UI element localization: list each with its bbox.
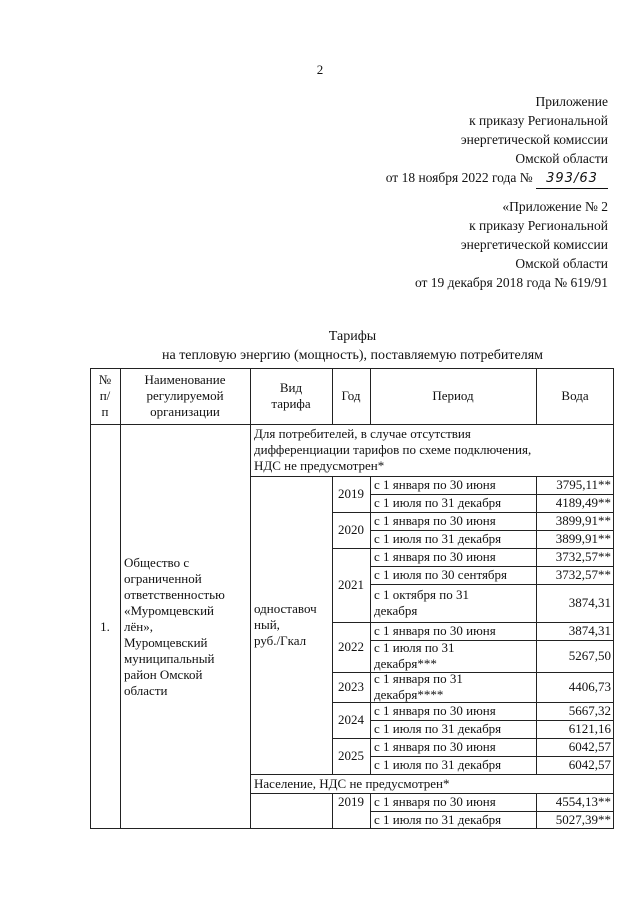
appendix-line: Приложение — [535, 94, 608, 109]
table-border — [370, 476, 371, 774]
organization-name — [120, 424, 250, 829]
period-cell: с 1 января по 31 декабря**** — [374, 672, 463, 702]
table-border — [250, 774, 614, 775]
period-cell: с 1 июля по 31 декабря — [374, 721, 502, 736]
value-cell: 4406,73 — [568, 679, 611, 694]
appendix-line: от 19 декабря 2018 года № 619/91 — [414, 275, 608, 290]
value-cell: 4554,13** — [555, 794, 611, 809]
table-border — [370, 793, 371, 829]
org-line: лён», — [124, 618, 153, 634]
period-cell: с 1 января по 30 июня — [374, 703, 496, 718]
section-text: дифференциации тарифов по схеме подключения, — [254, 442, 532, 457]
title-line: Тарифы — [328, 329, 377, 344]
table-border — [370, 756, 614, 757]
table-border — [332, 793, 333, 829]
period-cell: с 1 июля по 31 декабря — [374, 531, 502, 546]
tariff-table — [90, 368, 614, 829]
document-title — [0, 327, 640, 365]
value-cell: 3795,11** — [556, 477, 611, 492]
year-cell: 2024 — [338, 712, 364, 727]
value-cell: 3732,57** — [555, 567, 611, 582]
table-border — [370, 811, 614, 812]
org-line: ограниченной — [124, 570, 202, 586]
period-cell: с 1 января по 30 июня — [374, 739, 496, 754]
value-cell: 3732,57** — [555, 549, 611, 564]
table-border — [332, 512, 614, 513]
period-cell: с 1 января по 30 июня — [374, 477, 496, 492]
header-year: Год — [341, 388, 361, 403]
tariff-type-line: одноставоч — [254, 601, 317, 616]
value-cell: 5667,32 — [568, 703, 611, 718]
value-cell: 5027,39** — [555, 812, 611, 827]
table-border — [370, 566, 614, 567]
year-cell: 2022 — [338, 639, 364, 654]
value-cell: 6042,57 — [568, 757, 611, 772]
tariff-type-line: руб./Гкал — [254, 633, 307, 648]
table-border — [120, 368, 121, 829]
header-text: организации — [150, 404, 220, 419]
period-cell: с 1 июля по 31 декабря*** — [374, 640, 455, 671]
header-num — [90, 368, 120, 424]
period-cell: с 1 января по 30 июня — [374, 794, 496, 809]
period-cell: с 1 октября по 31 декабря — [374, 587, 469, 618]
year-cell: 2025 — [338, 748, 364, 763]
tariff-type — [250, 476, 332, 774]
org-line: муниципальный — [124, 650, 215, 666]
row-number: 1. — [100, 618, 110, 634]
header-text: Наименование — [144, 372, 226, 387]
appendix-line: Омской области — [515, 151, 608, 166]
section-header-population: Население, НДС не предусмотрен* — [254, 775, 450, 791]
table-border — [250, 793, 614, 794]
header-text: п — [101, 404, 109, 419]
value-cell: 3874,31 — [568, 595, 611, 610]
period-cell: с 1 июля по 31 декабря — [374, 757, 502, 772]
table-border — [332, 476, 333, 774]
tariff-type-line: ный, — [254, 617, 280, 632]
period-cell: с 1 января по 30 июня — [374, 623, 496, 638]
header-water: Вода — [561, 388, 589, 403]
header-text: № — [98, 372, 112, 387]
appendix-original — [415, 197, 608, 292]
header-tariff-type — [250, 368, 332, 424]
org-line: Муромцевский — [124, 634, 208, 650]
period-cell: с 1 июля по 31 декабря — [374, 812, 502, 827]
appendix-date: от 18 ноября 2022 года № — [385, 170, 533, 185]
order-number-handwritten: 393/63 — [536, 169, 608, 189]
table-border — [370, 584, 614, 585]
appendix-line: Омской области — [515, 256, 608, 271]
section-text: Для потребителей, в случае отсутствия — [254, 426, 471, 441]
table-border — [90, 368, 91, 829]
value-cell: 5267,50 — [568, 648, 611, 663]
org-line: «Муромцевский — [124, 602, 215, 618]
table-border — [332, 622, 614, 623]
value-cell: 3899,91** — [555, 513, 611, 528]
appendix-line: энергетической комиссии — [460, 237, 608, 252]
table-border — [332, 702, 614, 703]
title-line: на тепловую энергию (мощность), поставляемую потребителям — [161, 348, 544, 363]
appendix-line: «Приложение № 2 — [502, 199, 608, 214]
table-border — [370, 720, 614, 721]
year-cell: 2019 — [338, 486, 364, 501]
table-border — [536, 793, 537, 829]
appendix-date-line — [386, 168, 608, 189]
section-header-general — [250, 424, 614, 476]
value-cell: 4189,49** — [555, 495, 611, 510]
org-line: ответственностью — [124, 586, 225, 602]
table-border — [536, 476, 537, 774]
appendix-line: к приказу Региональной — [469, 113, 608, 128]
org-line: области — [124, 682, 168, 698]
page-number: 2 — [316, 62, 324, 77]
table-border — [370, 530, 614, 531]
year-cell: 2019 — [338, 794, 364, 809]
year-cell: 2020 — [338, 522, 364, 537]
org-line: район Омской — [124, 666, 203, 682]
header-text: п/ — [99, 388, 111, 403]
period-cell: с 1 июля по 31 декабря — [374, 495, 502, 510]
appendix-line: энергетической комиссии — [460, 132, 608, 147]
appendix-line: к приказу Региональной — [469, 218, 608, 233]
table-border — [250, 368, 251, 829]
section-text: НДС не предусмотрен* — [254, 458, 385, 473]
period-cell: с 1 января по 30 июня — [374, 549, 496, 564]
header-organization — [120, 368, 250, 424]
table-border — [90, 424, 614, 425]
value-cell: 3874,31 — [568, 623, 611, 638]
org-line: Общество с — [124, 554, 190, 570]
table-border — [250, 476, 614, 477]
period-cell: с 1 июля по 30 сентября — [374, 567, 508, 582]
year-cell: 2021 — [338, 577, 364, 592]
value-cell: 6121,16 — [568, 721, 611, 736]
table-border — [613, 368, 614, 829]
table-border — [536, 368, 537, 424]
header-text: регулируемой — [146, 388, 224, 403]
table-border — [370, 368, 371, 424]
header-text: Вид — [279, 380, 303, 395]
table-border — [332, 548, 614, 549]
table-border — [332, 672, 614, 673]
header-period: Период — [432, 388, 474, 403]
table-border — [332, 738, 614, 739]
table-border — [370, 640, 614, 641]
value-cell: 6042,57 — [568, 739, 611, 754]
table-border — [332, 368, 333, 424]
period-cell: с 1 января по 30 июня — [374, 513, 496, 528]
appendix-current — [386, 92, 608, 189]
value-cell: 3899,91** — [555, 531, 611, 546]
year-cell: 2023 — [338, 679, 364, 694]
header-text: тарифа — [271, 396, 311, 411]
table-border — [370, 494, 614, 495]
